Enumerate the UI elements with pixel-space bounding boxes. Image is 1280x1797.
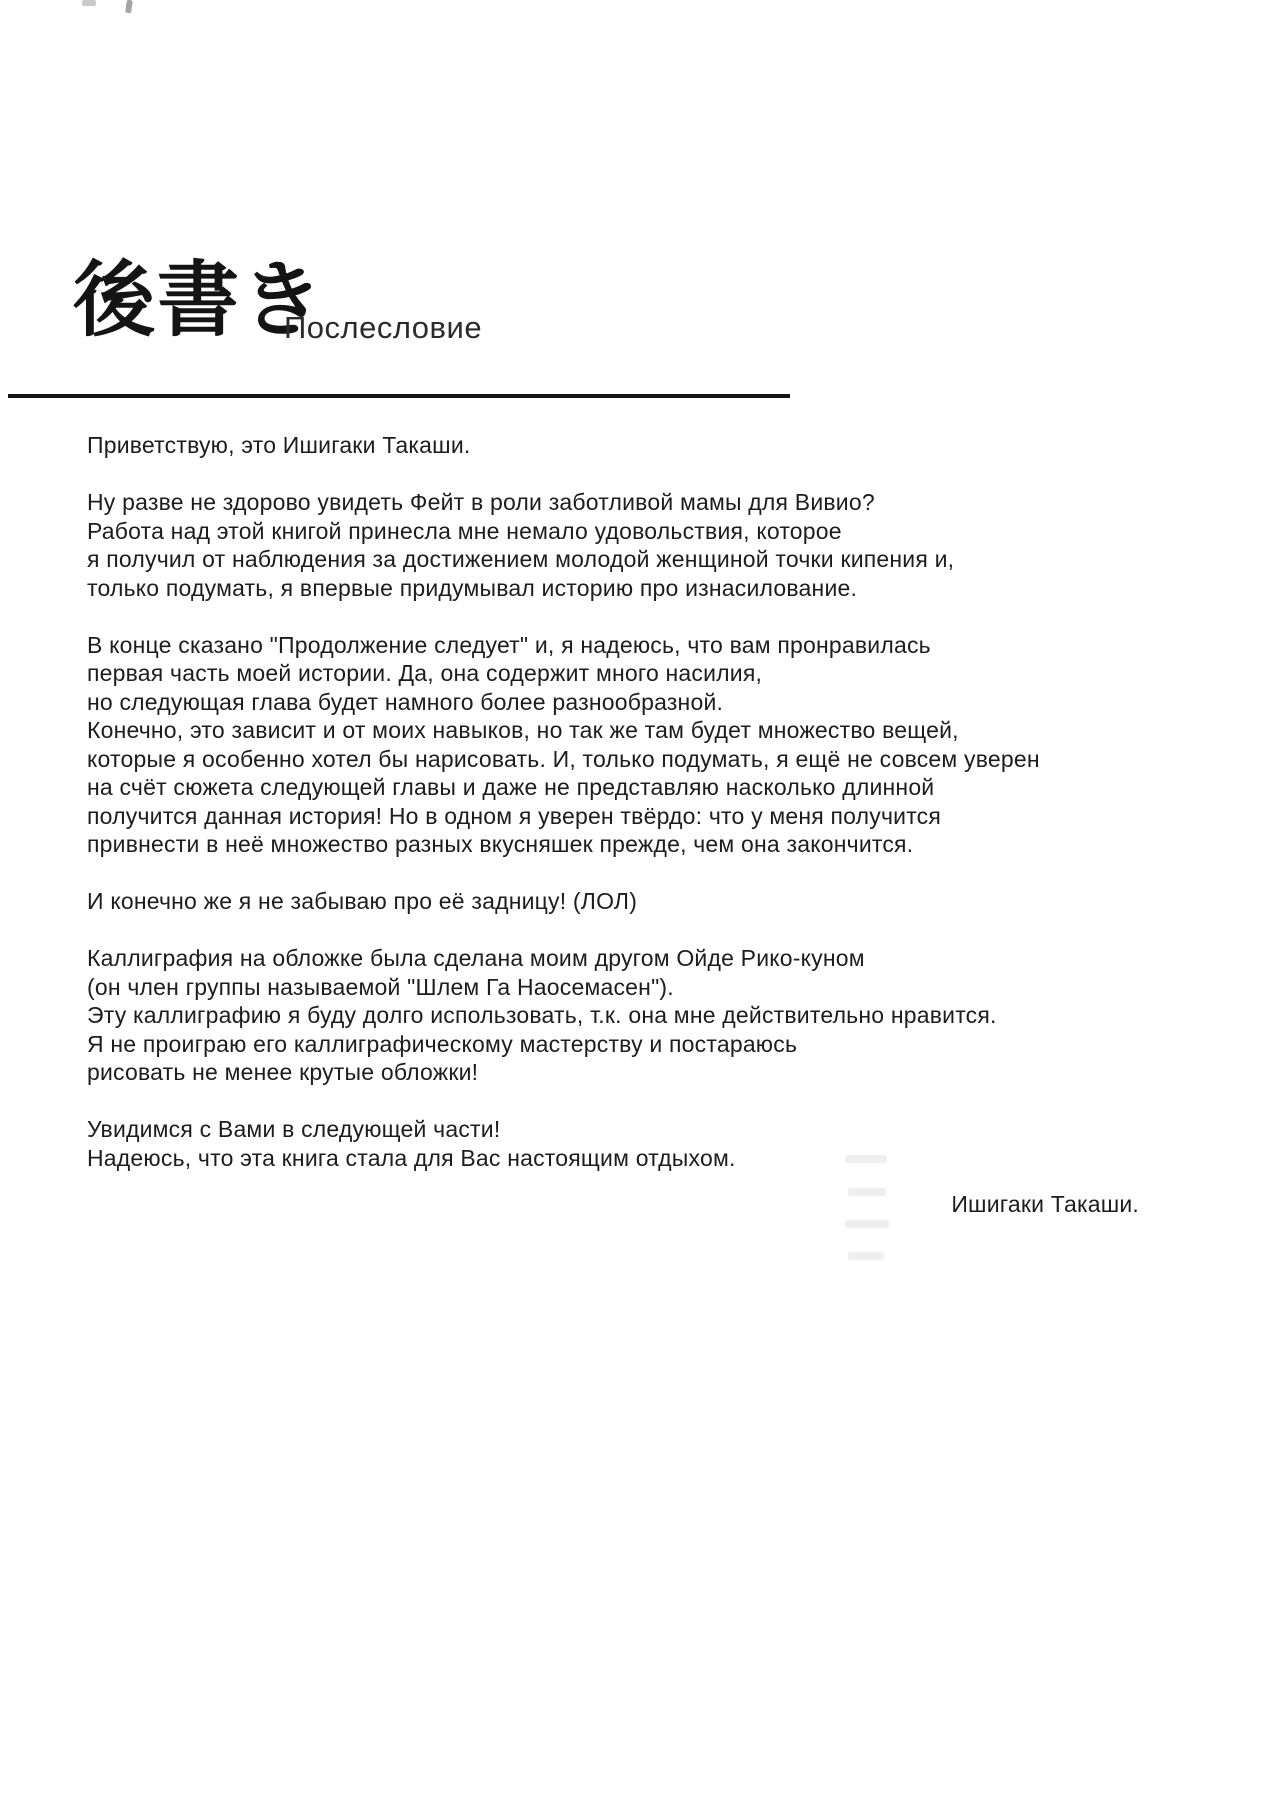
paragraph <box>87 1115 1197 1172</box>
bleedthrough-smudge <box>845 1220 889 1228</box>
text-line: первая часть моей истории. Да, она содержит много насилия, <box>87 660 763 686</box>
scan-artifact <box>125 0 133 13</box>
paragraph <box>87 944 1197 1087</box>
author-signature: Ишигаки Такаши. <box>951 1191 1139 1217</box>
text-line: И конечно же я не забываю про её задницу! (ЛОЛ) <box>87 888 638 914</box>
text-line: получится данная история! Но в одном я уверен твёрдо: что у меня получится <box>87 802 942 829</box>
text-line: Надеюсь, что эта книга стала для Вас настоящим отдыхом. <box>87 1144 736 1171</box>
text-line: привнести в неё множество разных вкусняшек прежде, чем она закончится. <box>87 831 914 857</box>
paragraph <box>87 488 1197 602</box>
text-line: на счёт сюжета следующей главы и даже не представляю насколько длинной <box>87 774 935 800</box>
text-line: только подумать, я впервые придумывал историю про изнасилование. <box>87 574 858 601</box>
paragraph <box>87 887 1197 916</box>
header-divider <box>8 394 790 398</box>
text-line: я получил от наблюдения за достижением молодой женщиной точки кипения и, <box>87 546 955 572</box>
text-line: Ну разве не здорово увидеть Фейт в роли заботливой мамы для Вивио? <box>87 489 875 515</box>
text-line: Приветствую, это Ишигаки Такаши. <box>87 432 471 458</box>
bleedthrough-smudge <box>848 1252 884 1260</box>
text-line: В конце сказано "Продолжение следует" и, я надеюсь, что вам пронравилась <box>87 631 931 658</box>
text-line: но следующая глава будет намного более разнообразной. <box>87 688 724 715</box>
text-line: Конечно, это зависит и от моих навыков, но так же там будет множество вещей, <box>87 717 959 743</box>
afterword-text <box>87 431 1197 1201</box>
text-line: Увидимся с Вами в следующей части! <box>87 1116 501 1142</box>
scan-artifact <box>82 0 96 6</box>
text-line: рисовать не менее крутые обложки! <box>87 1059 479 1085</box>
paragraph <box>87 631 1197 859</box>
text-line: Работа над этой книгой принесла мне немало удовольствия, которое <box>87 517 842 544</box>
text-line: Каллиграфия на обложке была сделана моим другом Ойде Рико-куном <box>87 945 865 971</box>
text-line: которые я особенно хотел бы нарисовать. И, только подумать, я ещё не совсем уверен <box>87 745 1040 772</box>
text-line: Я не проиграю его каллиграфическому мастерству и постараюсь <box>87 1030 798 1057</box>
page-title-russian: Послесловие <box>284 310 483 345</box>
paragraph <box>87 431 1197 460</box>
page-title-japanese: 後書き <box>73 255 326 346</box>
text-line: Эту каллиграфию я буду долго использовать, т.к. она мне действительно нравится. <box>87 1002 997 1028</box>
text-line: (он член группы называемой "Шлем Га Наосемасен"). <box>87 973 674 1000</box>
